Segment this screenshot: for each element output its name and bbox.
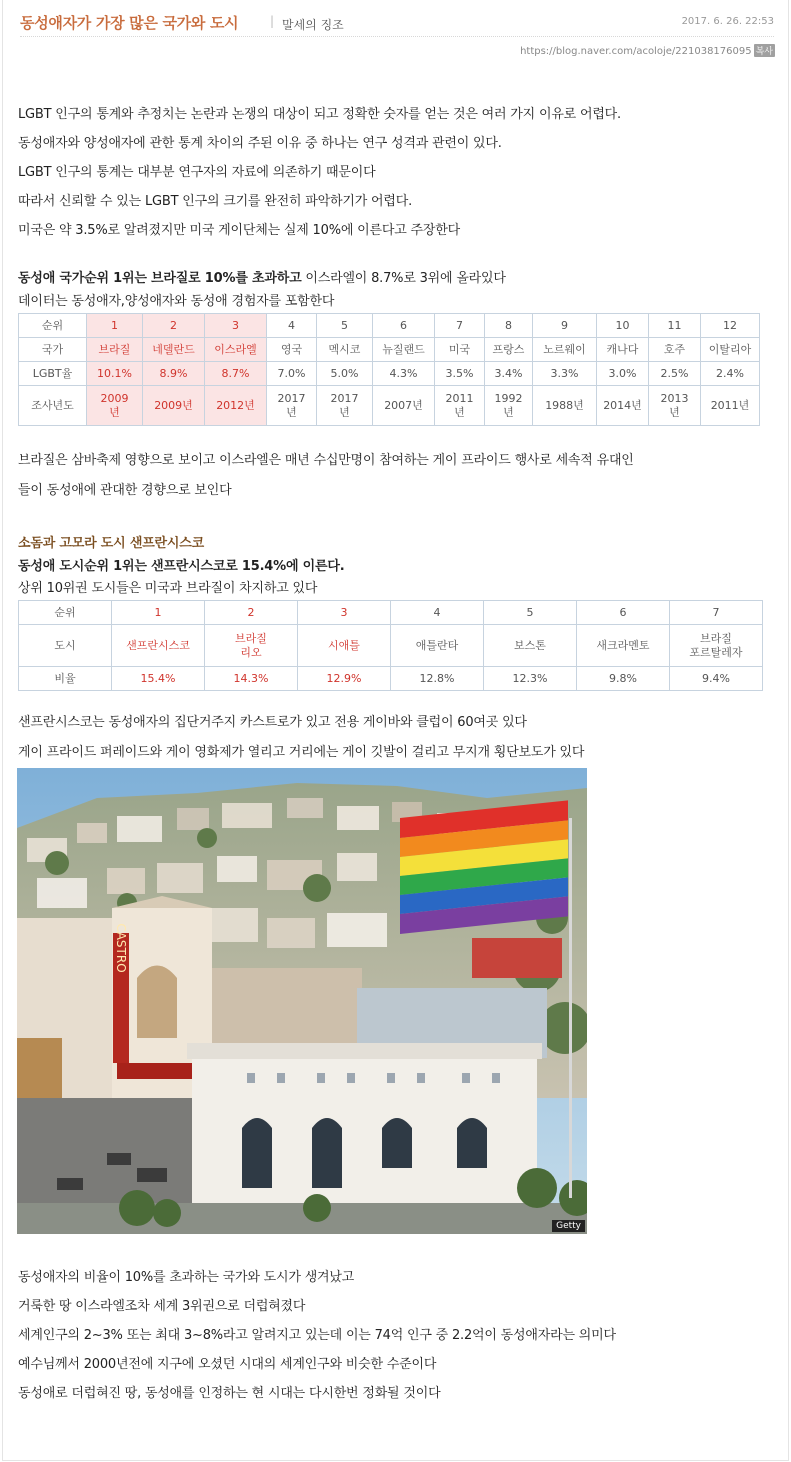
sf-text [18,708,774,768]
brazil-note [18,446,774,506]
post-category[interactable]: 말세의 징조 [282,18,344,32]
year-cell: 2011년 [701,386,760,426]
conclusion-line: 동성애로 더럽혀진 땅, 동성애를 인정하는 현 시대는 다시한번 정화될 것이다 [18,1386,441,1401]
city-subtext: 상위 10위권 도시들은 미국과 브라질이 차지하고 있다 [18,581,318,596]
year-cell: 2013 년 [649,386,701,426]
city-cell: 샌프란시스코 [112,625,205,667]
table-row [19,362,760,386]
country-ranking-table [18,313,760,426]
country-cell: 이탈리아 [701,338,760,362]
rate-cell: 15.4% [112,667,205,691]
rank-cell: 12 [701,314,760,338]
castro-sign-text: CASTRO [114,923,128,973]
table-row [19,625,763,667]
country-cell: 이스라엘 [205,338,267,362]
year-cell: 2009년 [143,386,205,426]
rank-cell: 3 [205,314,267,338]
rate-cell: 7.0% [267,362,317,386]
table-row [19,667,763,691]
year-cell: 2017 년 [267,386,317,426]
rank-cell: 2 [143,314,205,338]
city-heading-2: 동성애 도시순위 1위는 샌프란시스코로 15.4%에 이른다. [18,559,345,574]
conclusion-line: 거룩한 땅 이스라엘조차 세계 3위권으로 더럽혀졌다 [18,1299,306,1314]
country-cell: 네델란드 [143,338,205,362]
rank-cell: 1 [112,601,205,625]
table-row [19,386,760,426]
rank-cell: 11 [649,314,701,338]
year-cell: 2009 년 [87,386,143,426]
year-cell: 2011 년 [435,386,485,426]
rate-cell: 12.3% [484,667,577,691]
city-ranking-table [18,600,763,691]
table-row [19,314,760,338]
country-section-heading [18,265,774,311]
table-row [19,338,760,362]
rate-cell: 10.1% [87,362,143,386]
intro-line: 동성애자와 양성애자에 관한 통계 차이의 주된 이유 중 하나는 연구 성격과 관련이 있다. [18,136,502,151]
rank-cell: 2 [205,601,298,625]
conclusion-line: 예수님께서 2000년전에 지구에 오셨던 시대의 세계인구와 비슷한 수준이다 [18,1357,437,1372]
city-cell: 보스톤 [484,625,577,667]
intro-line: 미국은 약 3.5%로 알려졌지만 미국 게이단체는 실제 10%에 이른다고 주장한다 [18,223,460,238]
title-separator: | [270,14,275,28]
country-cell: 호주 [649,338,701,362]
city-cell: 시애틀 [298,625,391,667]
photo-illustration [17,768,587,1234]
copy-url-button[interactable]: 복사 [754,44,775,57]
rate-cell: 3.5% [435,362,485,386]
post-url-line [520,44,775,57]
city-cell: 브라질 포르탈레자 [670,625,763,667]
sf-line: 샌프란시스코는 동성애자의 집단거주지 카스트로가 있고 전용 게이바와 클럽이 60여곳 있다 [18,715,527,730]
rainbow-flag [400,800,568,934]
city-cell: 새크라멘토 [577,625,670,667]
rate-cell: 3.3% [533,362,597,386]
conclusion-text [18,1263,774,1408]
post-header [20,12,774,37]
country-cell: 뉴질랜드 [373,338,435,362]
sf-line: 게이 프라이드 퍼레이드와 게이 영화제가 열리고 거리에는 게이 깃발이 걸리고 무지개 횡단보도가 있다 [18,745,585,760]
row-label: 국가 [19,338,87,362]
rate-cell: 9.4% [670,667,763,691]
rate-cell: 3.4% [485,362,533,386]
post-date: 2017. 6. 26. 22:53 [681,16,774,27]
year-cell: 1988년 [533,386,597,426]
rate-cell: 8.7% [205,362,267,386]
rank-cell: 1 [87,314,143,338]
intro-text [18,100,774,245]
note-line: 브라질은 삼바축제 영향으로 보이고 이스라엘은 매년 수십만명이 참여하는 게이 프라이드 행사로 세속적 유대인 [18,453,634,468]
country-cell: 캐나다 [597,338,649,362]
year-cell: 2017 년 [317,386,373,426]
rate-cell: 12.9% [298,667,391,691]
intro-line: 따라서 신뢰할 수 있는 LGBT 인구의 크기를 완전히 파악하기가 어렵다. [18,194,413,209]
rate-cell: 8.9% [143,362,205,386]
country-cell: 브라질 [87,338,143,362]
row-label: 조사년도 [19,386,87,426]
city-heading: 소돔과 고모라 도시 샌프란시스코 [18,536,204,551]
rate-cell: 4.3% [373,362,435,386]
country-cell: 영국 [267,338,317,362]
rate-cell: 3.0% [597,362,649,386]
country-cell: 미국 [435,338,485,362]
country-cell: 멕시코 [317,338,373,362]
country-heading-bold: 동성애 국가순위 1위는 브라질로 10%를 초과하고 [18,271,302,286]
country-subtext: 데이터는 동성애자,양성애자와 동성애 경험자를 포함한다 [18,294,335,309]
year-cell: 2012년 [205,386,267,426]
row-label: 비율 [19,667,112,691]
conclusion-line: 세계인구의 2~3% 또는 최대 3~8%라고 알려지고 있는데 이는 74억 인구 중 2.2억이 동성애자라는 의미다 [18,1328,616,1343]
year-cell: 2007년 [373,386,435,426]
year-cell: 2014년 [597,386,649,426]
rank-cell: 7 [435,314,485,338]
country-cell: 노르웨이 [533,338,597,362]
rank-cell: 6 [373,314,435,338]
photo-credit: Getty [552,1220,585,1232]
country-cell: 프랑스 [485,338,533,362]
city-cell: 애틀란타 [391,625,484,667]
country-heading-rest: 이스라엘이 8.7%로 3위에 올라있다 [301,271,506,286]
rate-cell: 14.3% [205,667,298,691]
rate-cell: 12.8% [391,667,484,691]
rank-cell: 5 [317,314,373,338]
rank-cell: 10 [597,314,649,338]
rank-cell: 8 [485,314,533,338]
rate-cell: 2.5% [649,362,701,386]
intro-line: LGBT 인구의 통계와 추정치는 논란과 논쟁의 대상이 되고 정확한 숫자를 얻는 것은 여러 가지 이유로 어렵다. [18,107,621,122]
row-label: LGBT율 [19,362,87,386]
row-label: 도시 [19,625,112,667]
intro-line: LGBT 인구의 통계는 대부분 연구자의 자료에 의존하기 때문이다 [18,165,376,180]
rank-cell: 4 [391,601,484,625]
year-cell: 1992 년 [485,386,533,426]
city-section-heading [18,532,774,600]
castro-district-photo [17,768,587,1234]
post-url[interactable]: https://blog.naver.com/acoloje/221038176095 [520,46,752,57]
rate-cell: 5.0% [317,362,373,386]
table-row [19,601,763,625]
row-label: 순위 [19,314,87,338]
rank-cell: 5 [484,601,577,625]
post-title[interactable]: 동성애자가 가장 많은 국가와 도시 [20,14,239,32]
rank-cell: 7 [670,601,763,625]
rate-cell: 9.8% [577,667,670,691]
note-line: 들이 동성애에 관대한 경향으로 보인다 [18,483,232,498]
rank-cell: 6 [577,601,670,625]
rank-cell: 3 [298,601,391,625]
rank-cell: 9 [533,314,597,338]
rate-cell: 2.4% [701,362,760,386]
row-label: 순위 [19,601,112,625]
city-cell: 브라질 리오 [205,625,298,667]
rank-cell: 4 [267,314,317,338]
conclusion-line: 동성애자의 비율이 10%를 초과하는 국가와 도시가 생겨났고 [18,1270,355,1285]
